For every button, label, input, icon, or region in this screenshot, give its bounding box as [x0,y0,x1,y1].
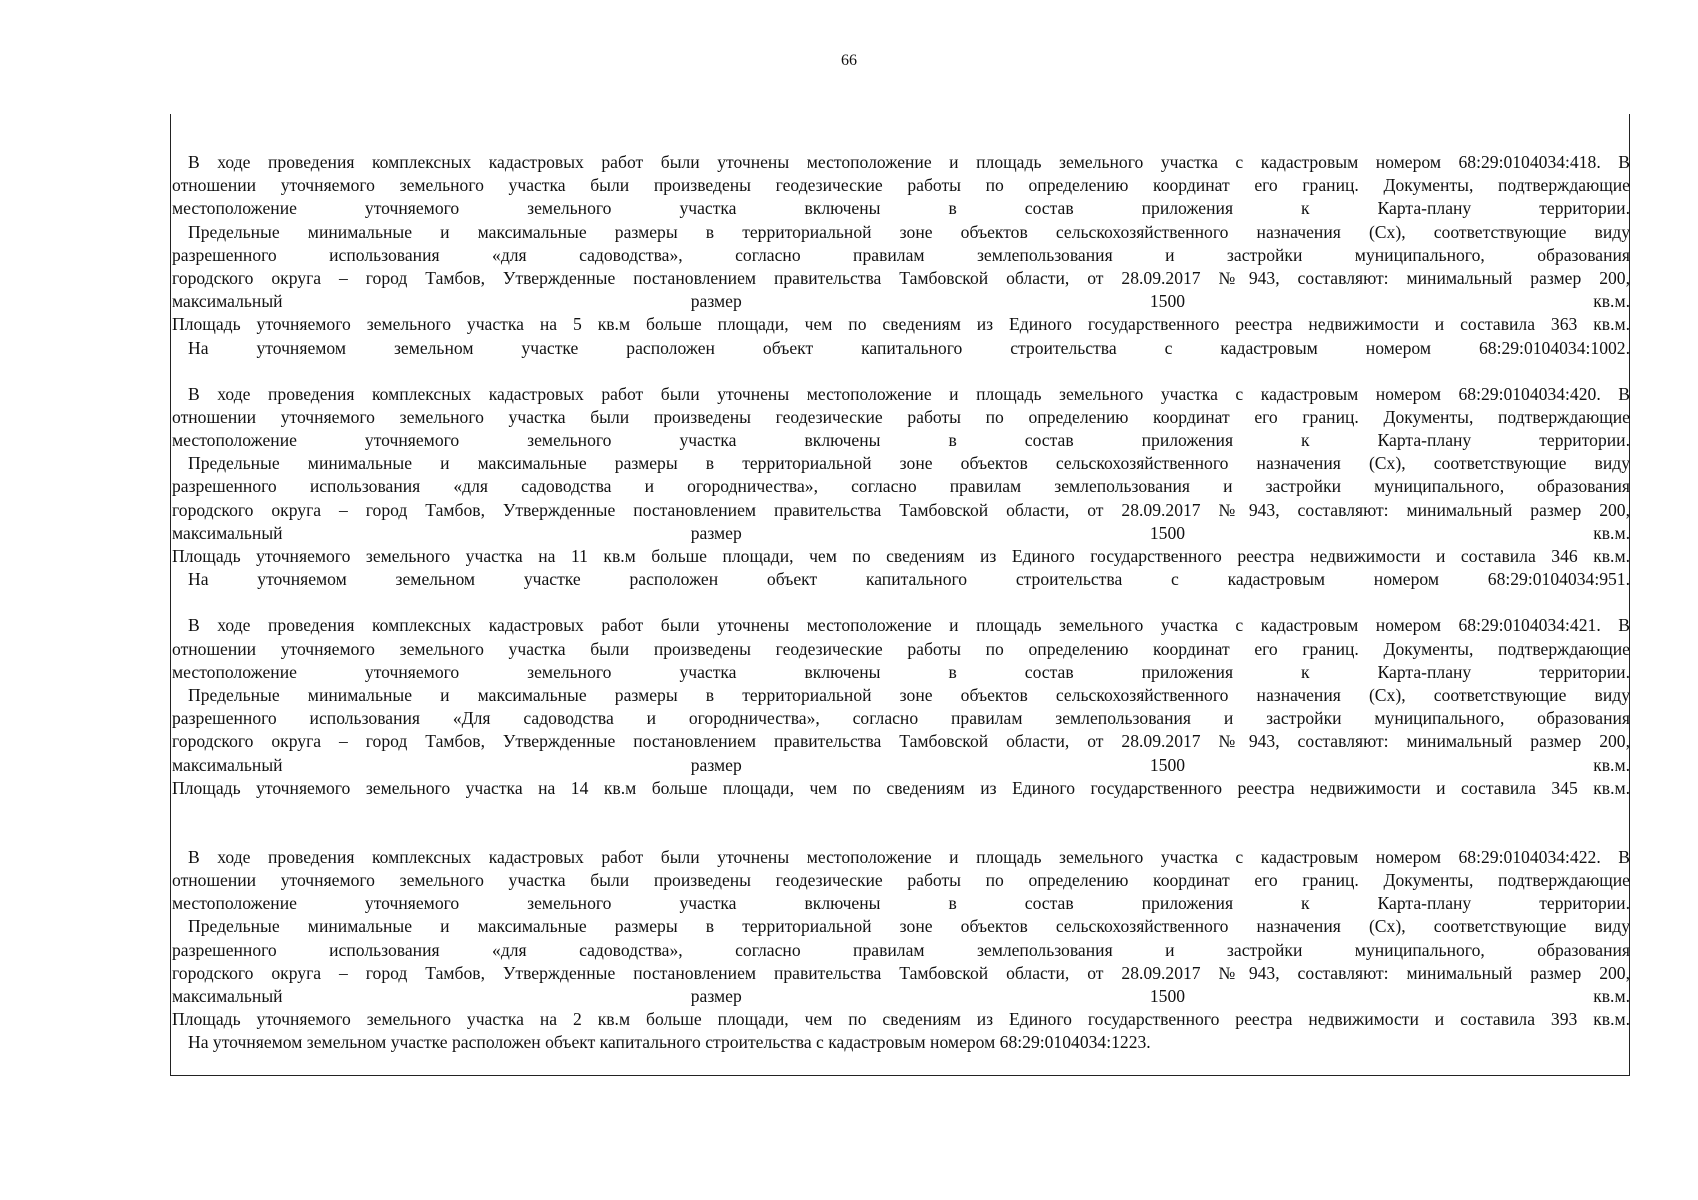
parcel-section-420 [172,383,1630,592]
paragraph-line: местоположение уточняемого земельного участка включены в состав приложения к Карта-плану территории. [172,198,1630,219]
paragraph-line: Площадь уточняемого земельного участка на 11 кв.м больше площади, чем по сведениям из Единого государственного реестра недвижимости и составила 346 кв.м. [172,546,1630,566]
section-spacer [172,360,1630,383]
paragraph-line: отношении уточняемого земельного участка были произведены геодезические работы по определению координат его границ. Документы, подтверждающие [172,870,1630,891]
paragraph-line: отношении уточняемого земельного участка были произведены геодезические работы по определению координат его границ. Документы, подтверждающие [172,175,1630,196]
paragraph-line: максимальный размер 1500 кв.м. [172,754,1630,775]
paragraph-line: местоположение уточняемого земельного участка включены в состав приложения к Карта-плану территории. [172,430,1630,451]
paragraph-line: На уточняемом земельном участке расположен объект капитального строительства с кадастровым номером 68:29:0104034:951. [188,569,1630,590]
paragraph-line: В ходе проведения комплексных кадастровых работ были уточнены местоположение и площадь земельного участка с кадастровым номером 68:29:0104034:422. В [188,846,1630,867]
paragraph-line: Предельные минимальные и максимальные размеры в территориальной зоне объектов сельскохозяйственного назначения (Сх), соответствующие виду [188,221,1630,242]
paragraph-line: разрешенного использования «для садоводства», согласно правилам землепользования и застройки муниципального, образования [172,244,1630,265]
page-number: 66 [841,52,857,69]
paragraph-line: городского округа – город Тамбов, Утвержденные постановлением правительства Тамбовской области, от 28.09.2017 №943, составляют: минимальный размер 200, [172,962,1630,983]
parcel-section-422 [172,846,1630,1055]
paragraph-line: В ходе проведения комплексных кадастровых работ были уточнены местоположение и площадь земельного участка с кадастровым номером 68:29:0104034:420. В [188,383,1630,404]
paragraph-line: Площадь уточняемого земельного участка на 5 кв.м больше площади, чем по сведениям из Единого государственного реестра недвижимости и составила 363 кв.м. [172,314,1630,335]
paragraph-line: максимальный размер 1500 кв.м. [172,291,1630,312]
paragraph-line: На уточняемом земельном участке расположен объект капитального строительства с кадастровым номером 68:29:0104034:1223. [188,1032,1151,1053]
paragraph-line: максимальный размер 1500 кв.м. [172,522,1630,543]
paragraph-line: максимальный размер 1500 кв.м. [172,986,1630,1006]
paragraph-line: местоположение уточняемого земельного участка включены в состав приложения к Карта-плану территории. [172,661,1630,682]
document-body [172,151,1630,1055]
paragraph-line: Площадь уточняемого земельного участка на 2 кв.м больше площади, чем по сведениям из Единого государственного реестра недвижимости и составила 393 кв.м. [172,1009,1630,1030]
paragraph-line: В ходе проведения комплексных кадастровых работ были уточнены местоположение и площадь земельного участка с кадастровым номером 68:29:0104034:421. В [188,615,1630,636]
paragraph-line: отношении уточняемого земельного участка были произведены геодезические работы по определению координат его границ. Документы, подтверждающие [172,638,1630,659]
parcel-section-418 [172,151,1630,360]
paragraph-line: Предельные минимальные и максимальные размеры в территориальной зоне объектов сельскохозяйственного назначения (Сх), соответствующие виду [188,684,1630,705]
paragraph-line: городского округа – город Тамбов, Утвержденные постановлением правительства Тамбовской области, от 28.09.2017 №943, составляют: минимальный размер 200, [172,499,1630,520]
paragraph-line: разрешенного использования «для садоводства», согласно правилам землепользования и застройки муниципального, образования [172,939,1630,960]
paragraph-line: На уточняемом земельном участке расположен объект капитального строительства с кадастровым номером 68:29:0104034:1002. [188,337,1630,358]
paragraph-line: городского округа – город Тамбов, Утвержденные постановлением правительства Тамбовской области, от 28.09.2017 №943, составляют: минимальный размер 200, [172,267,1630,288]
section-spacer [172,800,1630,846]
paragraph-line: Предельные минимальные и максимальные размеры в территориальной зоне объектов сельскохозяйственного назначения (Сх), соответствующие виду [188,453,1630,474]
paragraph-line: В ходе проведения комплексных кадастровых работ были уточнены местоположение и площадь земельного участка с кадастровым номером 68:29:0104034:418. В [188,152,1630,172]
paragraph-line: разрешенного использования «для садоводства и огородничества», согласно правилам землепользования и застройки муниципального, образования [172,476,1630,497]
parcel-section-421 [172,614,1630,800]
paragraph-line: местоположение уточняемого земельного участка включены в состав приложения к Карта-плану территории. [172,893,1630,914]
section-spacer [172,591,1630,614]
paragraph-line: городского округа – город Тамбов, Утвержденные постановлением правительства Тамбовской области, от 28.09.2017 №943, составляют: минимальный размер 200, [172,731,1630,752]
paragraph-line: Предельные минимальные и максимальные размеры в территориальной зоне объектов сельскохозяйственного назначения (Сх), соответствующие виду [188,916,1630,937]
paragraph-line: разрешенного использования «Для садоводства и огородничества», согласно правилам землепользования и застройки муниципального, образования [172,708,1630,729]
paragraph-line: отношении уточняемого земельного участка были произведены геодезические работы по определению координат его границ. Документы, подтверждающие [172,406,1630,427]
paragraph-line: Площадь уточняемого земельного участка на 14 кв.м больше площади, чем по сведениям из Единого государственного реестра недвижимости и составила 345 кв.м. [172,777,1630,798]
